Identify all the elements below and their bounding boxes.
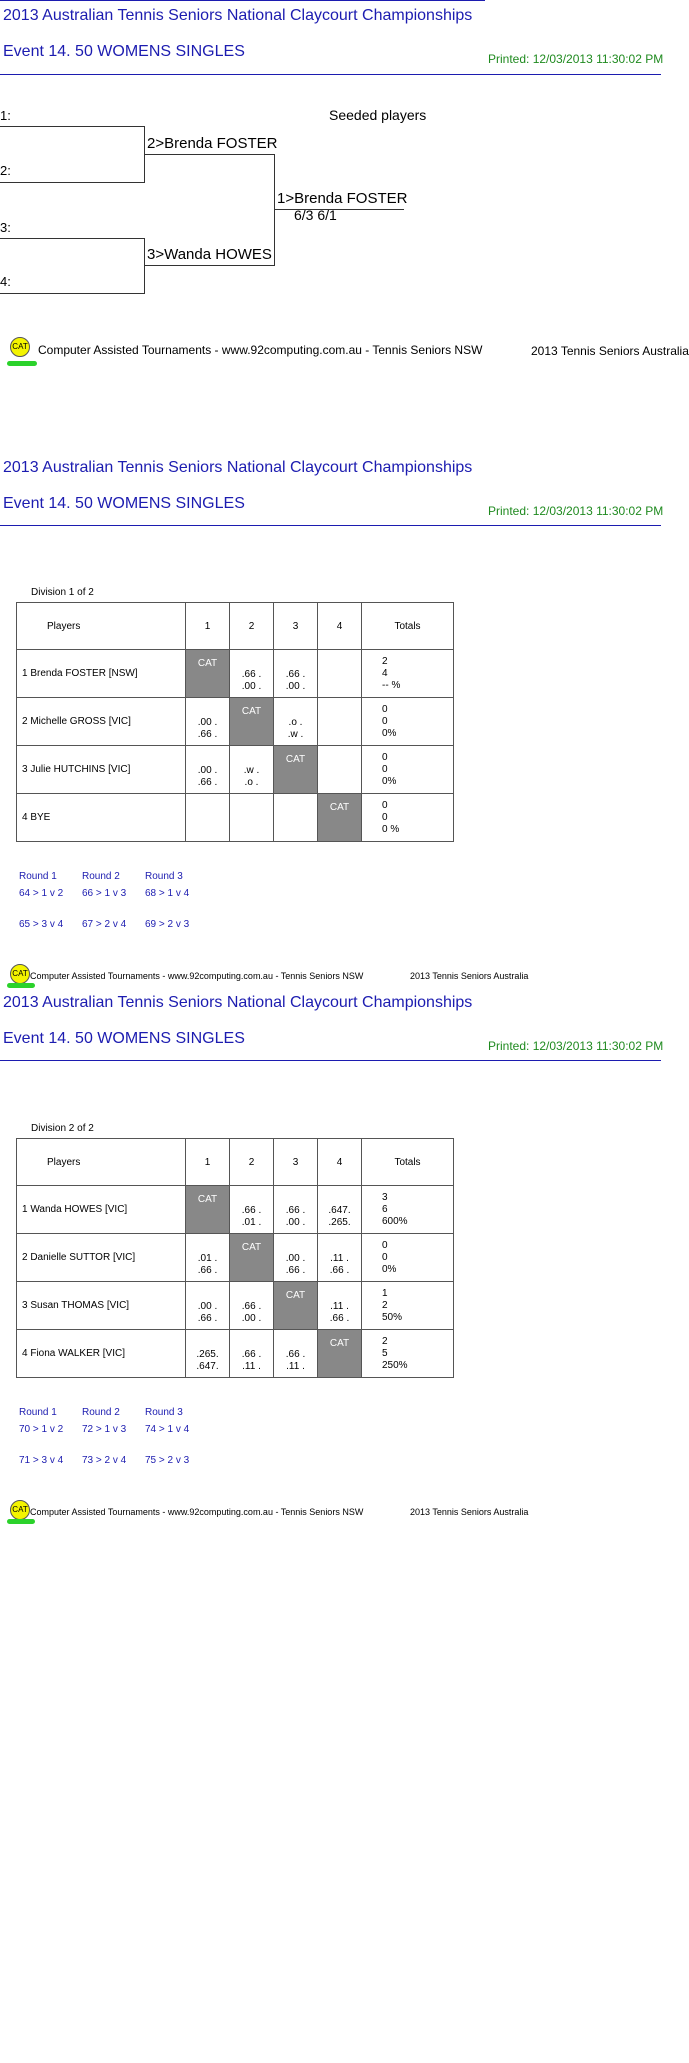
footer-org: 2013 Tennis Seniors Australia bbox=[531, 344, 689, 358]
table-row bbox=[17, 1282, 454, 1330]
match-line: 68 > 1 v 4 bbox=[145, 888, 190, 899]
totals-cell: 2 4 -- % bbox=[362, 650, 454, 698]
page-title: 2013 Australian Tennis Seniors National Claycourt Championships bbox=[3, 7, 473, 24]
totals-cell: 0 0 0 % bbox=[362, 794, 454, 842]
seeded-players-label: Seeded players bbox=[329, 107, 427, 123]
match-line: 64 > 1 v 2 bbox=[19, 888, 64, 899]
score-cell: .66 . .00 . bbox=[230, 650, 274, 698]
score-cell: .647. .265. bbox=[318, 1186, 362, 1234]
footer-org: 2013 Tennis Seniors Australia bbox=[410, 971, 529, 981]
table-row bbox=[17, 1330, 454, 1378]
header-col: 4 bbox=[318, 1139, 362, 1186]
draw-slot-4: 4: bbox=[0, 274, 11, 289]
table-row bbox=[17, 1234, 454, 1282]
event-title: Event 14. 50 WOMENS SINGLES bbox=[3, 495, 245, 512]
score-cell: .11 . .66 . bbox=[318, 1282, 362, 1330]
header-col: 1 bbox=[186, 1139, 230, 1186]
score-cell: .66 . .00 . bbox=[274, 650, 318, 698]
match-line: 66 > 1 v 3 bbox=[82, 888, 127, 899]
round-label: Round 2 bbox=[82, 871, 120, 882]
score-cell: .66 . .01 . bbox=[230, 1186, 274, 1234]
player-name: 4 BYE bbox=[17, 794, 186, 842]
totals-cell: 2 5 250% bbox=[362, 1330, 454, 1378]
header-rule bbox=[0, 1060, 661, 1061]
round-label: Round 2 bbox=[82, 1407, 120, 1418]
round-label: Round 1 bbox=[19, 1407, 57, 1418]
printed-date: Printed: 12/03/2013 11:30:02 PM bbox=[488, 1039, 664, 1053]
cat-logo-icon: CAT bbox=[10, 1500, 30, 1520]
score-cell: .o . .w . bbox=[274, 698, 318, 746]
score-cell bbox=[318, 650, 362, 698]
match-line: 73 > 2 v 4 bbox=[82, 1455, 127, 1466]
totals-cell: 0 0 0% bbox=[362, 1234, 454, 1282]
score-cell: .00 . .66 . bbox=[186, 1282, 230, 1330]
division-label: Division 1 of 2 bbox=[31, 587, 94, 598]
draw-slot-2: 2: bbox=[0, 163, 11, 178]
score-cell: .w . .o . bbox=[230, 746, 274, 794]
header-totals: Totals bbox=[362, 603, 454, 650]
round-robin-table bbox=[16, 602, 454, 842]
logo-swoosh-icon bbox=[7, 983, 35, 988]
division-label: Division 2 of 2 bbox=[31, 1123, 94, 1134]
match-line: 75 > 2 v 3 bbox=[145, 1455, 190, 1466]
self-cell: CAT bbox=[318, 1330, 362, 1378]
logo-swoosh-icon bbox=[7, 361, 37, 366]
score-cell: .00 . .66 . bbox=[186, 746, 230, 794]
totals-cell: 0 0 0% bbox=[362, 746, 454, 794]
score-cell bbox=[274, 794, 318, 842]
score-cell: .66 . .00 . bbox=[230, 1282, 274, 1330]
final-winner: 1>Brenda FOSTER bbox=[277, 190, 408, 207]
printed-date: Printed: 12/03/2013 11:30:02 PM bbox=[488, 52, 664, 66]
match-line: 67 > 2 v 4 bbox=[82, 919, 127, 930]
final-score: 6/3 6/1 bbox=[294, 207, 337, 223]
match-line: 71 > 3 v 4 bbox=[19, 1455, 64, 1466]
table-row bbox=[17, 1186, 454, 1234]
header-col: 3 bbox=[274, 1139, 318, 1186]
round-label: Round 3 bbox=[145, 871, 183, 882]
header-col: 2 bbox=[230, 1139, 274, 1186]
player-name: 2 Danielle SUTTOR [VIC] bbox=[17, 1234, 186, 1282]
header-col: 2 bbox=[230, 603, 274, 650]
table-header-row bbox=[17, 1139, 454, 1186]
score-cell: .66 . .11 . bbox=[274, 1330, 318, 1378]
round-robin-table bbox=[16, 1138, 454, 1378]
self-cell: CAT bbox=[230, 1234, 274, 1282]
totals-cell: 3 6 600% bbox=[362, 1186, 454, 1234]
self-cell: CAT bbox=[186, 1186, 230, 1234]
self-cell: CAT bbox=[186, 650, 230, 698]
round-label: Round 3 bbox=[145, 1407, 183, 1418]
header-col: 1 bbox=[186, 603, 230, 650]
header-rule bbox=[0, 74, 661, 75]
match-line: 72 > 1 v 3 bbox=[82, 1424, 127, 1435]
event-title: Event 14. 50 WOMENS SINGLES bbox=[3, 43, 245, 60]
footer-credit: Computer Assisted Tournaments - www.92computing.com.au - Tennis Seniors NSW bbox=[38, 343, 483, 357]
footer-credit: Computer Assisted Tournaments - www.92computing.com.au - Tennis Seniors NSW bbox=[30, 1507, 364, 1517]
round2-player-top: 2>Brenda FOSTER bbox=[147, 135, 278, 152]
totals-cell: 0 0 0% bbox=[362, 698, 454, 746]
round2-player-bottom: 3>Wanda HOWES bbox=[147, 246, 272, 263]
self-cell: CAT bbox=[230, 698, 274, 746]
self-cell: CAT bbox=[274, 746, 318, 794]
score-cell bbox=[186, 794, 230, 842]
footer-credit: Computer Assisted Tournaments - www.92computing.com.au - Tennis Seniors NSW bbox=[30, 971, 364, 981]
header-players: Players bbox=[17, 603, 186, 650]
score-cell bbox=[318, 746, 362, 794]
table-row bbox=[17, 794, 454, 842]
cat-logo-icon: CAT bbox=[10, 337, 30, 357]
match-line: 65 > 3 v 4 bbox=[19, 919, 64, 930]
header-players: Players bbox=[17, 1139, 186, 1186]
page-title: 2013 Australian Tennis Seniors National Claycourt Championships bbox=[3, 994, 473, 1011]
header-rule bbox=[0, 525, 661, 526]
self-cell: CAT bbox=[274, 1282, 318, 1330]
printed-date: Printed: 12/03/2013 11:30:02 PM bbox=[488, 504, 664, 518]
round-label: Round 1 bbox=[19, 871, 57, 882]
self-cell: CAT bbox=[318, 794, 362, 842]
table-row bbox=[17, 698, 454, 746]
event-title: Event 14. 50 WOMENS SINGLES bbox=[3, 1030, 245, 1047]
table-header-row bbox=[17, 603, 454, 650]
player-name: 4 Fiona WALKER [VIC] bbox=[17, 1330, 186, 1378]
player-name: 2 Michelle GROSS [VIC] bbox=[17, 698, 186, 746]
header-col: 4 bbox=[318, 603, 362, 650]
top-rule bbox=[0, 0, 485, 1]
table-row bbox=[17, 746, 454, 794]
player-name: 1 Wanda HOWES [VIC] bbox=[17, 1186, 186, 1234]
draw-slot-1: 1: bbox=[0, 108, 11, 123]
table-row bbox=[17, 650, 454, 698]
match-line: 70 > 1 v 2 bbox=[19, 1424, 64, 1435]
score-cell: .265. .647. bbox=[186, 1330, 230, 1378]
match-line: 74 > 1 v 4 bbox=[145, 1424, 190, 1435]
score-cell bbox=[230, 794, 274, 842]
player-name: 3 Susan THOMAS [VIC] bbox=[17, 1282, 186, 1330]
footer-org: 2013 Tennis Seniors Australia bbox=[410, 1507, 529, 1517]
player-name: 1 Brenda FOSTER [NSW] bbox=[17, 650, 186, 698]
match-line: 69 > 2 v 3 bbox=[145, 919, 190, 930]
header-col: 3 bbox=[274, 603, 318, 650]
score-cell: .00 . .66 . bbox=[274, 1234, 318, 1282]
player-name: 3 Julie HUTCHINS [VIC] bbox=[17, 746, 186, 794]
score-cell bbox=[318, 698, 362, 746]
totals-cell: 1 2 50% bbox=[362, 1282, 454, 1330]
score-cell: .66 . .11 . bbox=[230, 1330, 274, 1378]
score-cell: .01 . .66 . bbox=[186, 1234, 230, 1282]
score-cell: .66 . .00 . bbox=[274, 1186, 318, 1234]
page-title: 2013 Australian Tennis Seniors National Claycourt Championships bbox=[3, 459, 473, 476]
header-totals: Totals bbox=[362, 1139, 454, 1186]
logo-swoosh-icon bbox=[7, 1519, 35, 1524]
score-cell: .00 . .66 . bbox=[186, 698, 230, 746]
score-cell: .11 . .66 . bbox=[318, 1234, 362, 1282]
cat-logo-icon: CAT bbox=[10, 964, 30, 984]
draw-slot-3: 3: bbox=[0, 220, 11, 235]
